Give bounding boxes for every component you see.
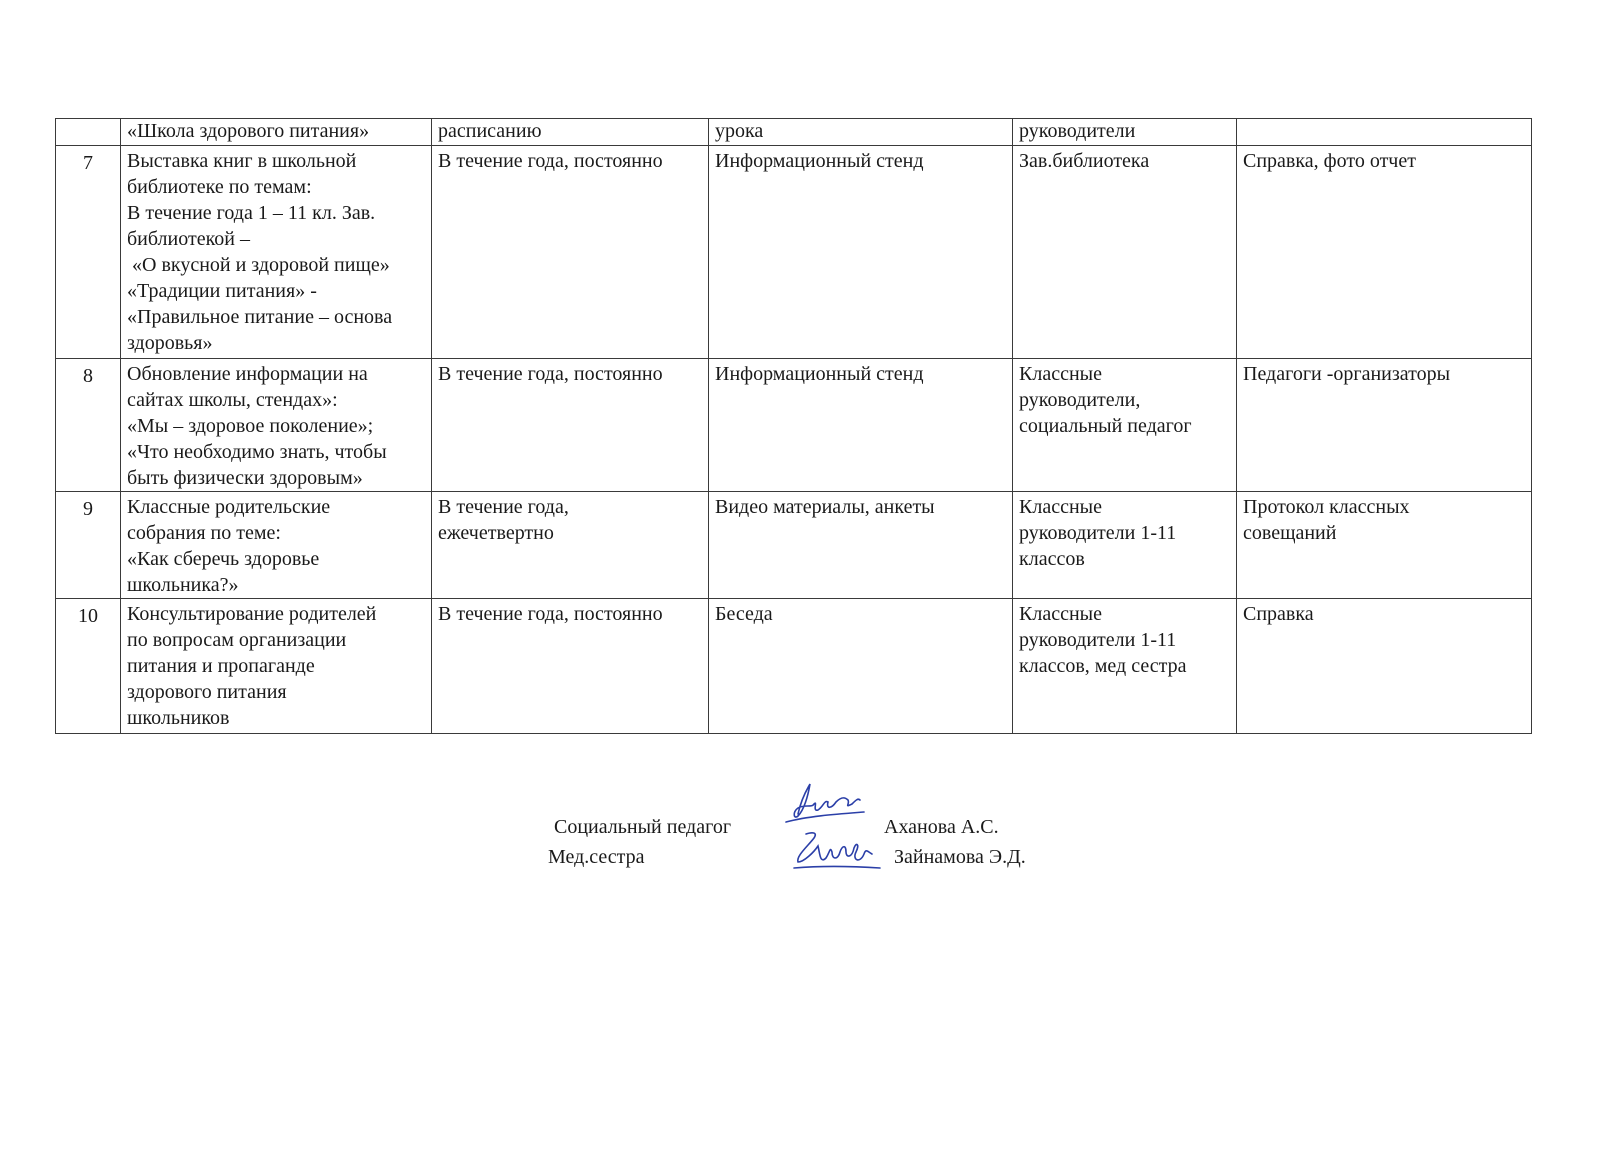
cell-responsible [1013,492,1237,599]
cell-text-line: Классные родительские [127,496,331,518]
cell-result [1237,146,1532,359]
cell-text-line: В течение года, постоянно [438,363,663,385]
cell-event [121,492,432,599]
cell-text-line: Классные [1019,363,1102,385]
table-row-continuation [56,119,1532,146]
cell-text-line: библиотеке по темам: [127,176,312,198]
cell-text-line: Беседа [715,603,773,625]
cell-text-line: Справка, фото отчет [1243,150,1416,172]
cell-num: 10 [56,599,121,734]
activity-plan-table [55,118,1532,734]
cell-timing: расписанию [432,119,709,146]
signature-role: Социальный педагог [554,816,732,838]
table-row [56,359,1532,492]
cell-text-line: Выставка книг в школьной [127,150,357,172]
signature-name: Зайнамова Э.Д. [894,846,1026,868]
cell-responsible [1013,359,1237,492]
cell-responsible [1013,146,1237,359]
cell-timing [432,492,709,599]
cell-text-line: Информационный стенд [715,363,924,385]
cell-text-line: школьника?» [127,574,239,596]
table-row [56,146,1532,359]
cell-text-line: руководители, [1019,389,1141,411]
cell-responsible: руководители [1013,119,1237,146]
cell-text-line: «Мы – здоровое поколение»; [127,415,374,437]
cell-text-line: В течение года, постоянно [438,603,663,625]
cell-text-line: «Как сберечь здоровье [127,548,320,570]
cell-text-line: Видео материалы, анкеты [715,496,935,518]
cell-text-line: классов, мед сестра [1019,655,1187,677]
cell-text-line: руководители 1-11 [1019,629,1177,651]
cell-num: 9 [56,492,121,599]
cell-text-line: Зав.библиотека [1019,150,1150,172]
cell-text-line: социальный педагог [1019,415,1192,437]
cell-text-line: Справка [1243,603,1314,625]
cell-timing [432,146,709,359]
cell-form [709,359,1013,492]
signature-role: Мед.сестра [548,846,645,868]
table-row [56,492,1532,599]
cell-result [1237,492,1532,599]
cell-text-line: здоровья» [127,332,213,354]
cell-text-line: «Правильное питание – основа [127,306,393,328]
cell-text-line: «Традиции питания» - [127,280,317,302]
cell-event [121,359,432,492]
cell-form [709,599,1013,734]
cell-text-line: классов [1019,548,1085,570]
cell-text-line: Обновление информации на [127,363,368,385]
cell-text-line: В течение года, постоянно [438,150,663,172]
handwritten-signature [768,782,888,882]
cell-text-line: совещаний [1243,522,1337,544]
cell-result [1237,119,1532,146]
cell-text-line: библиотекой – [127,228,250,250]
cell-text-line: Классные [1019,603,1102,625]
cell-text-line: по вопросам организации [127,629,347,651]
cell-text-line: питания и пропаганде [127,655,315,677]
cell-text-line: школьников [127,707,230,729]
cell-text-line: В течение года, [438,496,569,518]
cell-num: 8 [56,359,121,492]
cell-text-line: «Что необходимо знать, чтобы [127,441,387,463]
cell-timing [432,359,709,492]
signature-block [548,812,1068,872]
cell-text-line: собрания по теме: [127,522,281,544]
cell-text-line: Педагоги -организаторы [1243,363,1451,385]
cell-timing [432,599,709,734]
cell-num [56,119,121,146]
cell-num: 7 [56,146,121,359]
cell-text-line: сайтах школы, стендах»: [127,389,338,411]
cell-text-line: В течение года 1 – 11 кл. Зав. [127,202,376,224]
cell-form [709,146,1013,359]
cell-text-line: Информационный стенд [715,150,924,172]
cell-text-line: ежечетвертно [438,522,554,544]
cell-event [121,146,432,359]
cell-result [1237,599,1532,734]
signature-name: Аханова А.С. [884,816,999,838]
cell-form: урока [709,119,1013,146]
cell-text-line: Консультирование родителей [127,603,377,625]
cell-text-line: здорового питания [127,681,287,703]
cell-text-line: быть физически здоровым» [127,467,363,489]
cell-text-line: руководители 1-11 [1019,522,1177,544]
cell-event: «Школа здорового питания» [121,119,432,146]
cell-result [1237,359,1532,492]
cell-form [709,492,1013,599]
cell-event [121,599,432,734]
cell-text-line: Классные [1019,496,1102,518]
table-row [56,599,1532,734]
cell-responsible [1013,599,1237,734]
cell-text-line: «О вкусной и здоровой пище» [127,254,390,276]
cell-text-line: Протокол классных [1243,496,1410,518]
